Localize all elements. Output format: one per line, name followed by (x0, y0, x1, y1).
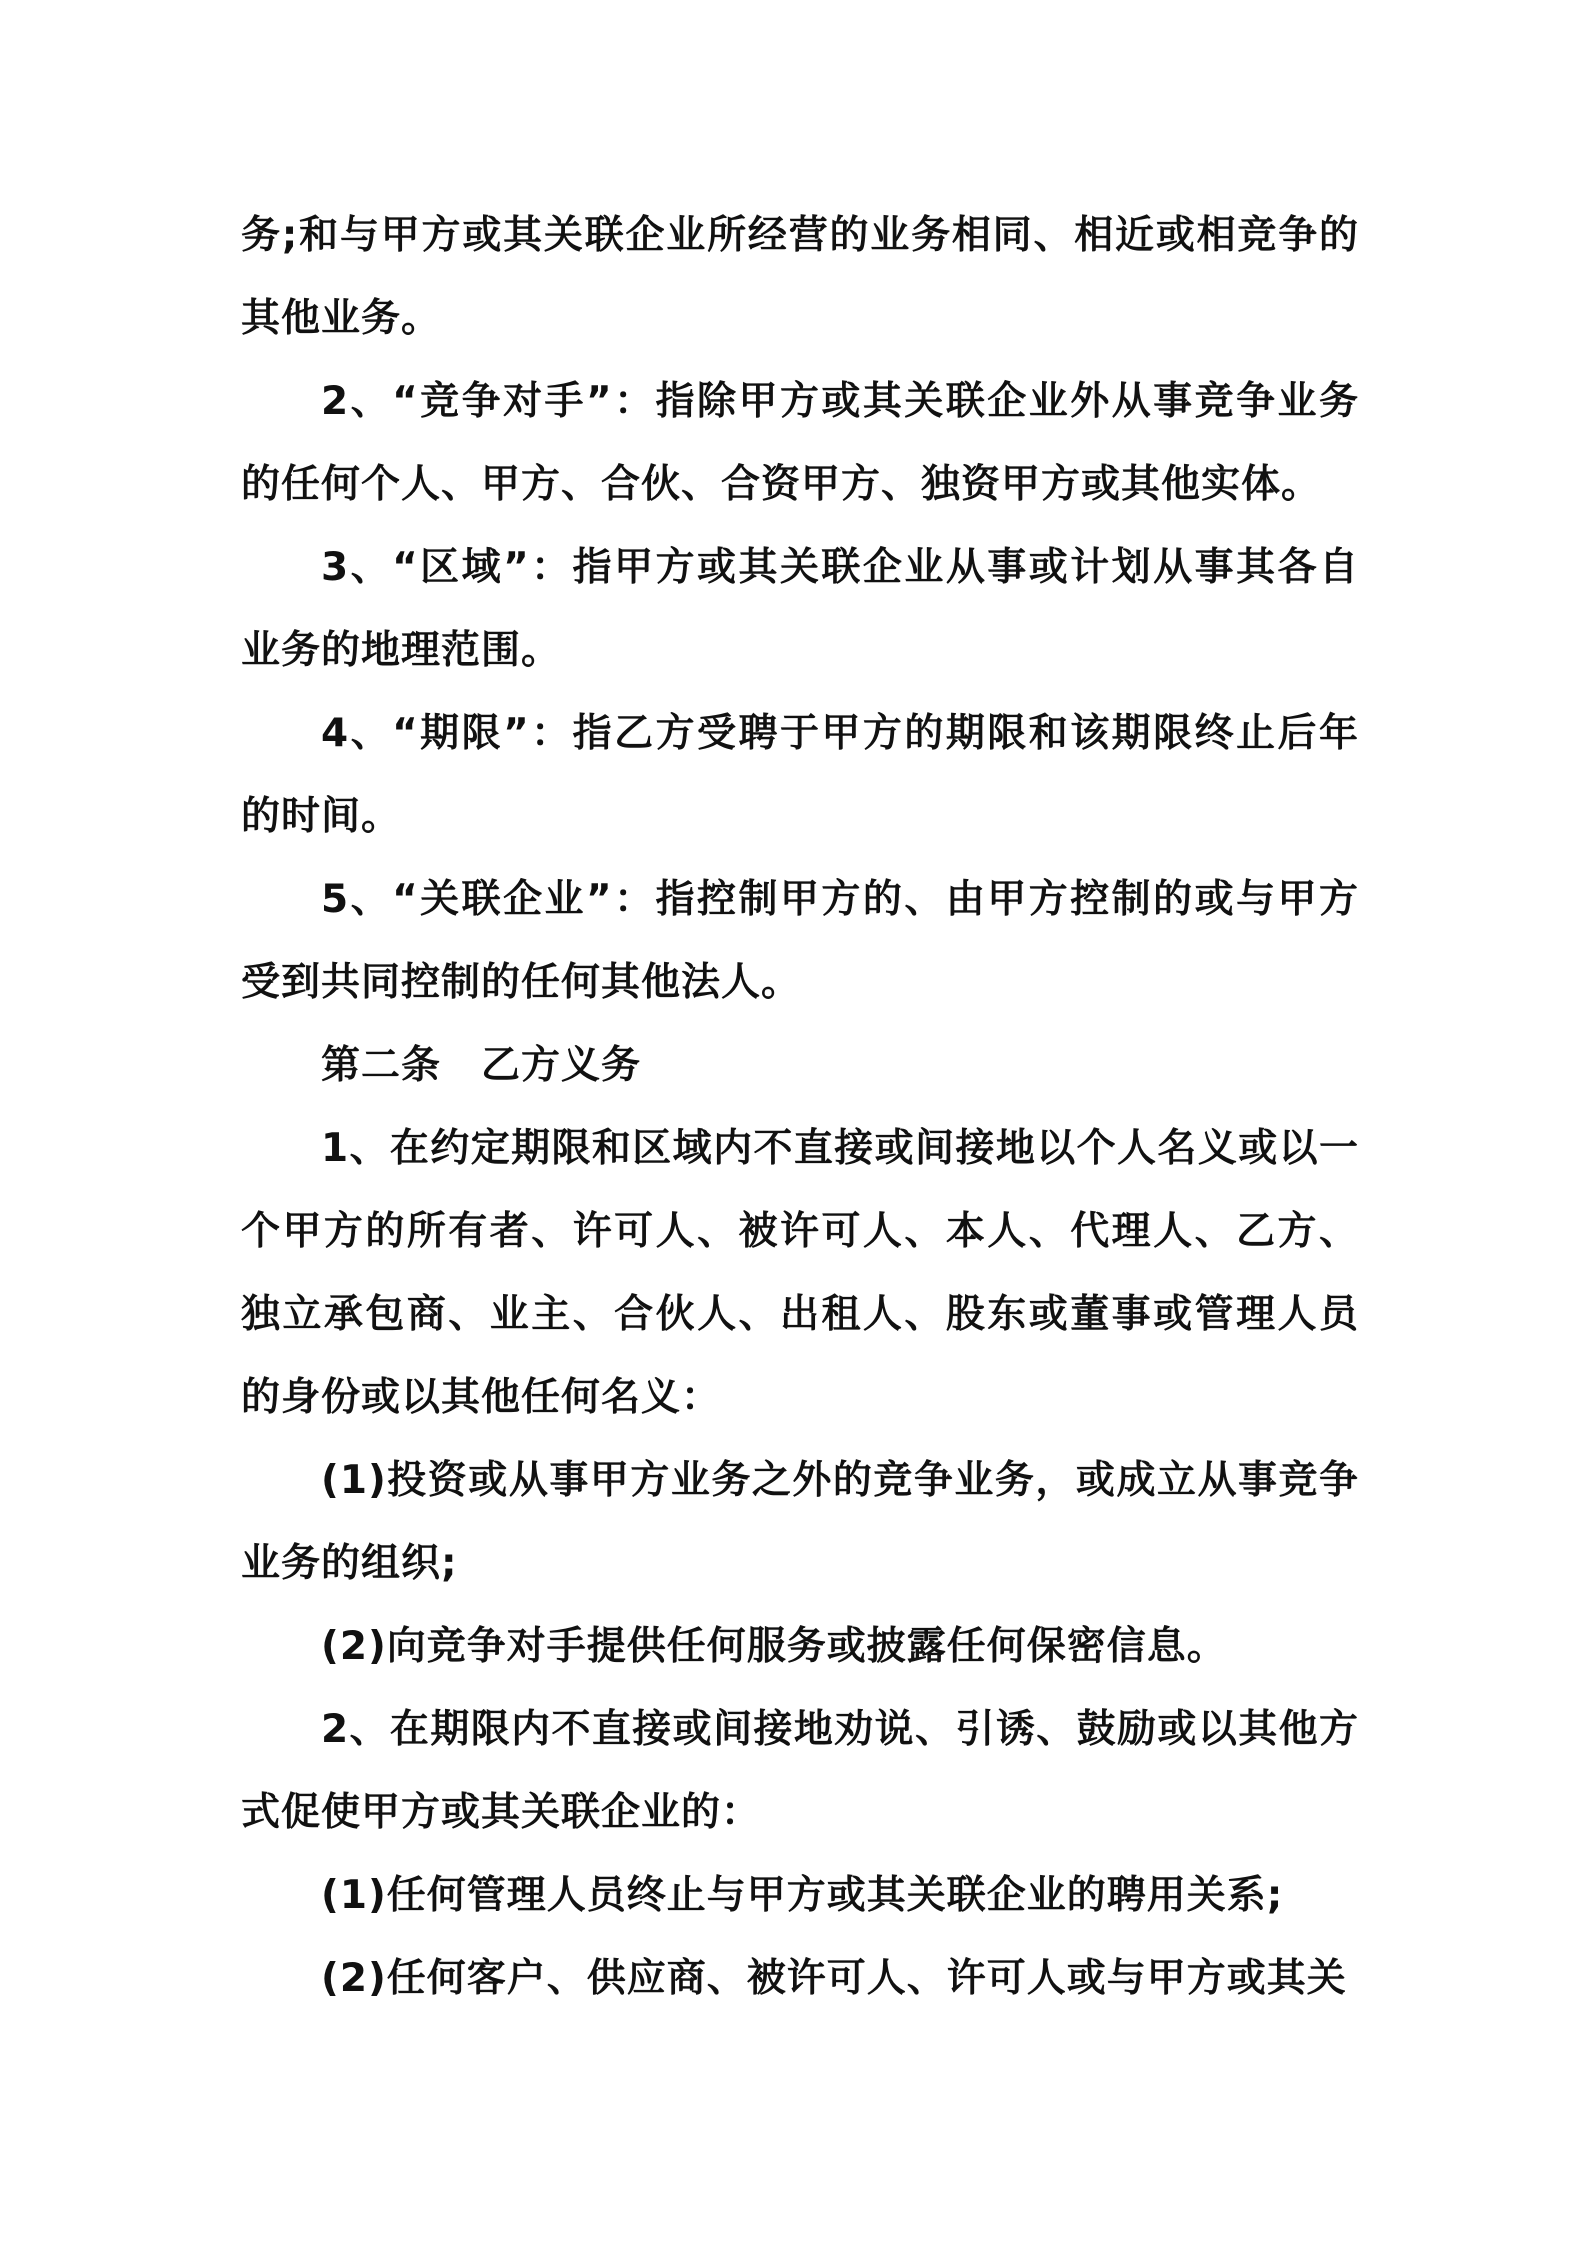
paragraph-obligation-1-item-2: (2)向竞争对手提供任何服务或披露任何保密信息。 (321, 1624, 1227, 1669)
paragraph-obligation-2: 2、在期限内不直接或间接地劝说、引诱、鼓励或以其他方式促使甲方或其关联企业的： (241, 1707, 1359, 1835)
paragraph-definition-term: 4、“期限”：指乙方受聘于甲方的期限和该期限终止后年的时间。 (241, 711, 1359, 839)
paragraph-continuation: 务;和与甲方或其关联企业所经营的业务相同、相近或相竞争的其他业务。 (241, 213, 1359, 341)
paragraph-definition-region: 3、“区域”：指甲方或其关联企业从事或计划从事其各自业务的地理范围。 (241, 545, 1359, 673)
paragraph-obligation-1: 1、在约定期限和区域内不直接或间接地以个人名义或以一个甲方的所有者、许可人、被许可人、本人、代理人、乙方、独立承包商、业主、合伙人、出租人、股东或董事或管理人员的身份或以其他任何名义： (241, 1126, 1359, 1420)
paragraph-obligation-1-item-1: (1)投资或从事甲方业务之外的竞争业务，或成立从事竞争业务的组织; (241, 1458, 1359, 1586)
paragraph-obligation-2-item-1: (1)任何管理人员终止与甲方或其关联企业的聘用关系; (321, 1873, 1284, 1918)
section-heading-article-2: 第二条 乙方义务 (321, 1043, 642, 1088)
paragraph-obligation-2-item-2: (2)任何客户、供应商、被许可人、许可人或与甲方或其关 (321, 1956, 1347, 2001)
paragraph-definition-competitor: 2、“竞争对手”：指除甲方或其关联企业外从事竞争业务的任何个人、甲方、合伙、合资甲方、独资甲方或其他实体。 (241, 379, 1359, 507)
paragraph-definition-affiliate: 5、“关联企业”：指控制甲方的、由甲方控制的或与甲方受到共同控制的任何其他法人。 (241, 877, 1359, 1005)
document-body (241, 194, 1359, 2020)
